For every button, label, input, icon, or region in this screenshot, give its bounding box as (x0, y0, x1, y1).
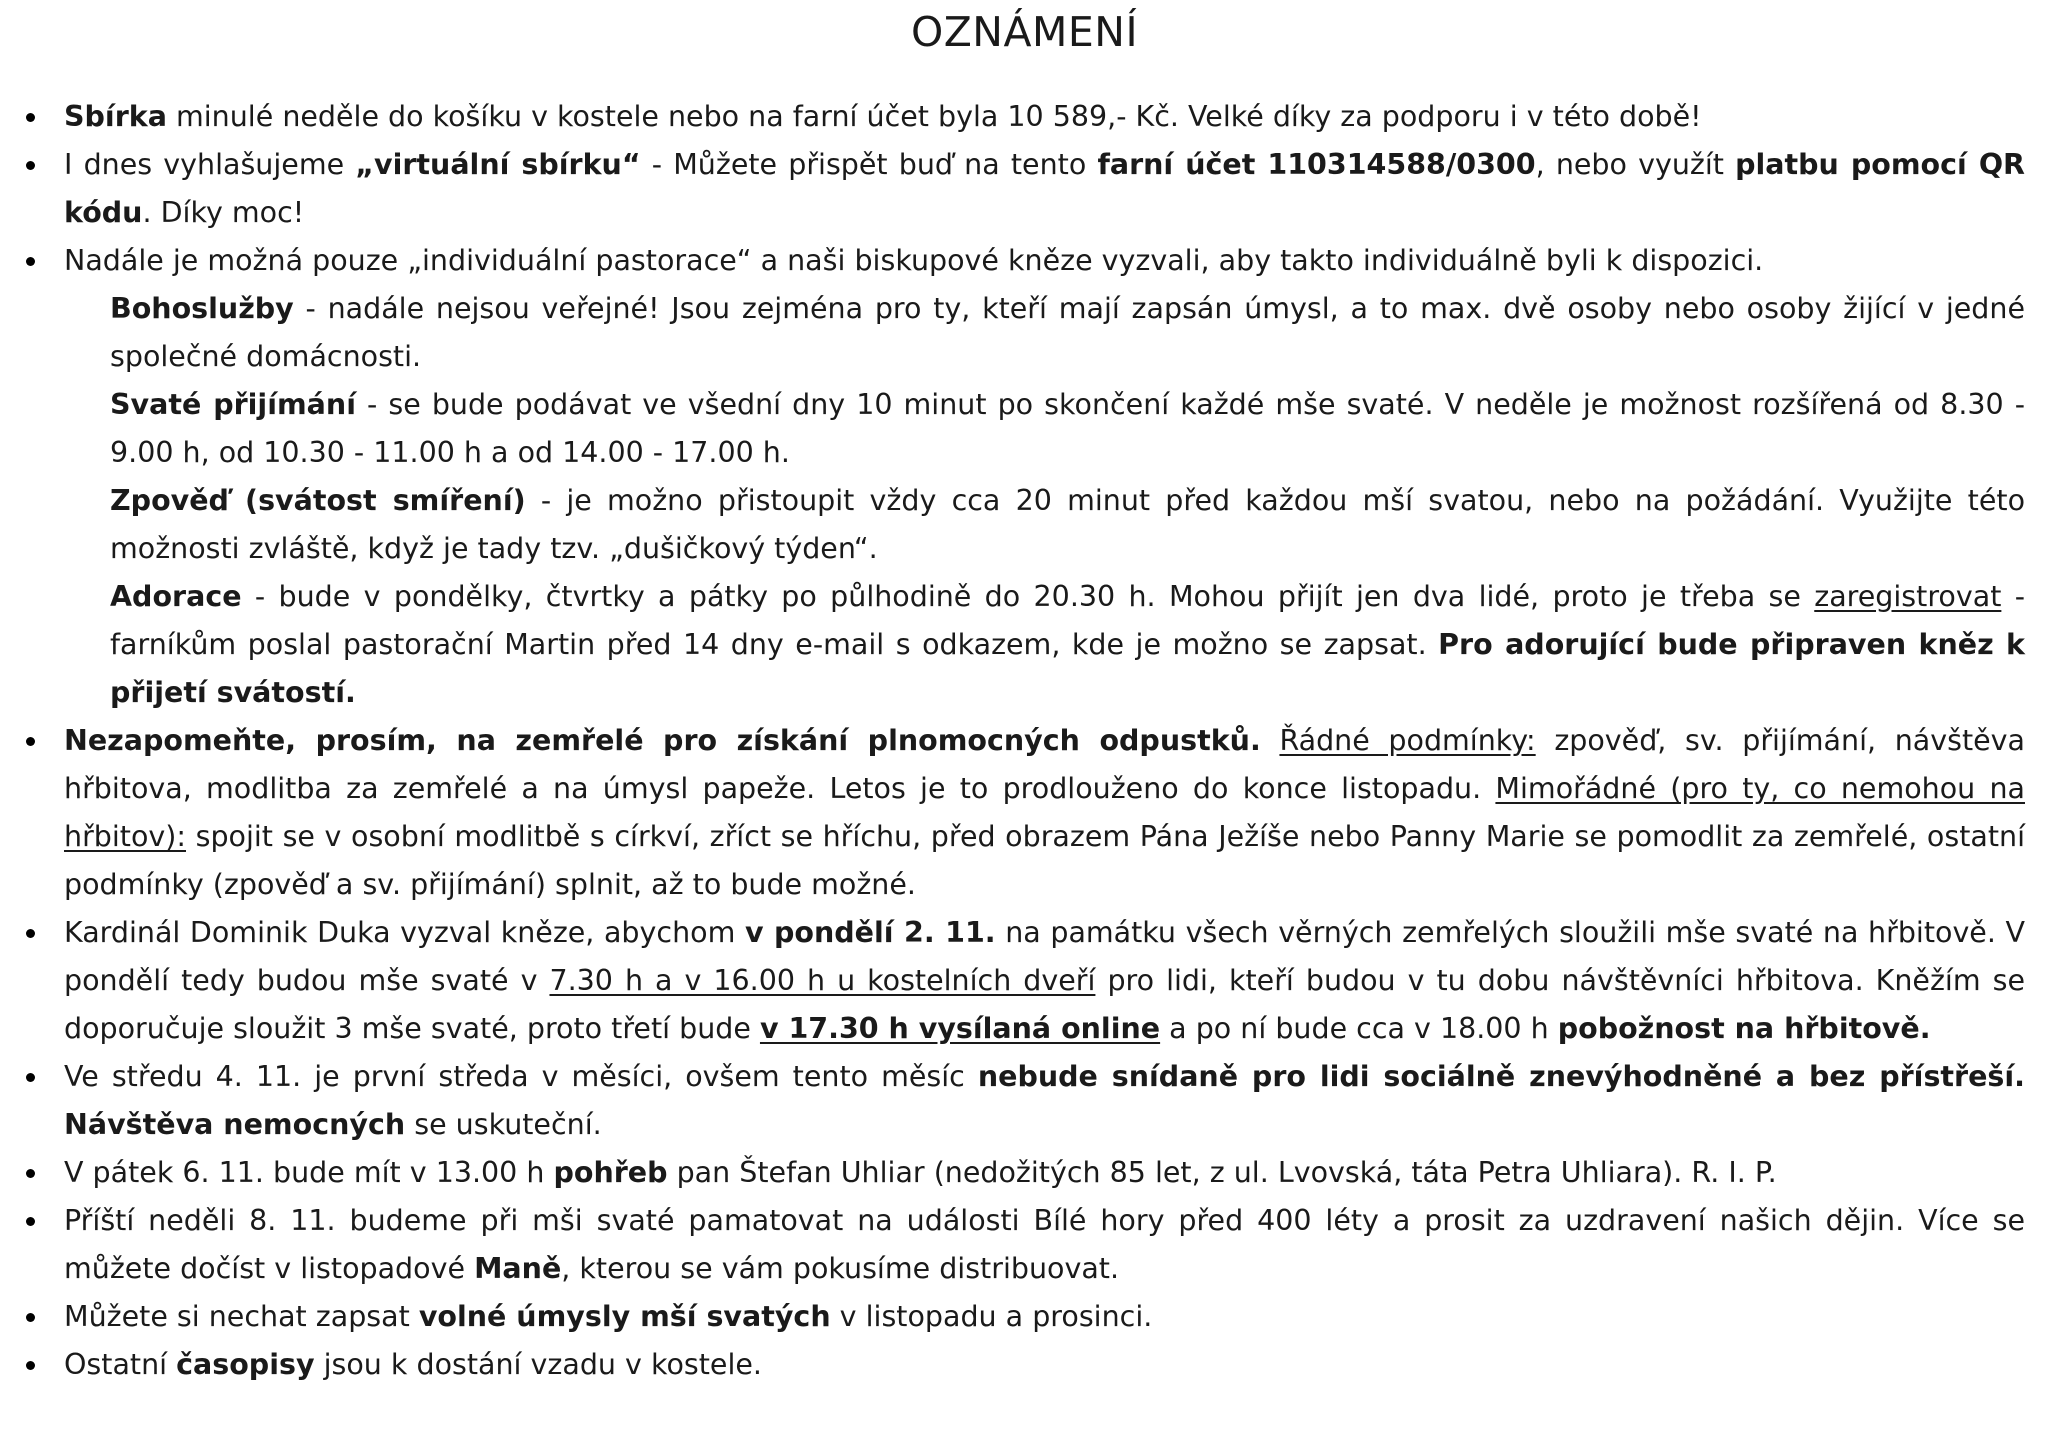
text-run: jsou k dostání vzadu v kostele. (314, 1348, 762, 1381)
text-run: - nadále nejsou veřejné! Jsou zejména pro ty, kteří mají zapsán úmysl, a to max. dvě osoby nebo osoby žijící v jedné společné domácnosti. (110, 292, 2025, 373)
text-run: - Můžete přispět buď na tento (640, 148, 1098, 181)
announcement-text (64, 237, 2025, 285)
text-run: se uskuteční. (405, 1108, 602, 1141)
announcement-subitem (20, 477, 2025, 573)
bold-text: v pondělí 2. 11. (744, 916, 996, 949)
announcement-subitem (20, 381, 2025, 477)
text-run: - je možno přistoupit vždy cca 20 minut před každou mší svatou, nebo na požádání. Využijte této možnosti zvláště, když je tady tzv. „dušičkový týden“. (110, 484, 2026, 565)
text-run: Kardinál Dominik Duka vyzval kněze, abychom (64, 916, 745, 949)
text-run: Ve středu 4. 11. je první středa v měsíci, ovšem tento měsíc (64, 1060, 978, 1093)
announcement-text (64, 717, 2025, 909)
text-run: v listopadu a prosinci. (830, 1300, 1153, 1333)
announcement-list (20, 93, 2025, 1389)
emphasis-text: v 17.30 h vysílaná online (759, 1012, 1161, 1045)
underlined-text: Mimořádné (pro ty, co nemohou na hřbitov): (64, 772, 2025, 853)
text-run: Příští neděli 8. 11. budeme při mši svaté pamatovat na události Bílé hory před 400 léty a prosit za uzdravení našich dějin. Více se můžete dočíst v listopadové (64, 1204, 2025, 1285)
announcement-item (20, 237, 2025, 285)
bold-underlined-text (760, 1012, 1160, 1045)
text-run: na památku všech věrných zemřelých sloužili mše svaté na hřbitově. V pondělí tedy budou mše svaté v (64, 916, 2026, 997)
bold-text: Zpověď (svátost smíření) (110, 484, 526, 517)
announcement-item (20, 1197, 2025, 1293)
text-run: V pátek 6. 11. bude mít v 13.00 h (64, 1156, 554, 1189)
text-run: pan Štefan Uhliar (nedožitých 85 let, z ul. Lvovská, táta Petra Uhliara). R. I. P. (667, 1156, 1777, 1189)
underlined-text: zaregistrovat (1814, 580, 2002, 613)
text-run: - farníkům poslal pastorační Martin před 14 dny e-mail s odkazem, kde je možno se zapsat. (110, 580, 2026, 661)
announcement-item (20, 1293, 2025, 1341)
text-run: Můžete si nechat zapsat (64, 1300, 419, 1333)
announcement-subitem (20, 285, 2025, 381)
underlined-text: Řádné podmínky: (1279, 724, 1536, 757)
bold-text: farní účet 110314588/0300 (1097, 148, 1536, 181)
text-run: minulé neděle do košíku v kostele nebo na farní účet byla 10 589,- Kč. Velké díky za podporu i v této době! (166, 100, 1702, 133)
announcement-body (20, 93, 2025, 1389)
announcement-text (64, 1197, 2025, 1293)
bold-text: Sbírka (64, 100, 167, 133)
text-run: Ostatní (64, 1348, 177, 1381)
announcement-item (20, 93, 2025, 141)
underlined-text: 7.30 h a v 16.00 h u kostelních dveří (549, 964, 1096, 997)
announcement-text (64, 1341, 2025, 1389)
announcement-item (20, 1053, 2025, 1149)
bold-text: Pro adorující bude připraven kněz k přijetí svátostí. (110, 628, 2025, 709)
page-title: OZNÁMENÍ (910, 8, 1139, 56)
bold-text: časopisy (176, 1348, 315, 1381)
text-run: , kterou se vám pokusíme distribuovat. (561, 1252, 1120, 1285)
announcement-text (64, 1149, 2025, 1197)
announcement-item (20, 909, 2025, 1053)
announcement-text (64, 93, 2025, 141)
text-run (1261, 724, 1280, 757)
text-run: - se bude podávat ve všední dny 10 minut po skončení každé mše svaté. V neděle je možnost rozšířená od 8.30 - 9.00 h, od 10.30 - 11.00 h a od 14.00 - 17.00 h. (110, 388, 2025, 469)
text-run: , nebo využít (1535, 148, 1736, 181)
text-run: I dnes vyhlašujeme (64, 148, 356, 181)
announcement-text (64, 909, 2025, 1053)
bold-text: Svaté přijímání (110, 388, 356, 421)
announcement-item (20, 141, 2025, 237)
announcement-item (20, 717, 2025, 909)
text-run: spojit se v osobní modlitbě s církví, zříct se hříchu, před obrazem Pána Ježíše nebo Panny Marie se pomodlit za zemřelé, ostatní podmínky (zpověď a sv. přijímání) splnit, až to bude možné. (64, 820, 2025, 901)
bold-text: nebude snídaně pro lidi sociálně znevýhodněné a bez přístřeší. Návštěva nemocných (64, 1060, 2025, 1141)
bold-text: platbu pomocí QR kódu (64, 148, 2025, 229)
text-run: Nadále je možná pouze „individuální pastorace“ a naši biskupové kněze vyzvali, aby takto individuálně byli k dispozici. (64, 244, 1764, 277)
text-run: zpověď, sv. přijímání, návštěva hřbitova, modlitba za zemřelé a na úmysl papeže. Letos je to prodlouženo do konce listopadu. (64, 724, 2025, 805)
text-run: . Díky moc! (142, 196, 305, 229)
text-run: a po ní bude cca v 18.00 h (1160, 1012, 1558, 1045)
announcement-subitem (20, 573, 2025, 717)
bold-text: volné úmysly mší svatých (418, 1300, 831, 1333)
bold-text: Nezapomeňte, prosím, na zemřelé pro získání plnomocných odpustků. (64, 724, 1261, 757)
bold-text: „virtuální sbírku“ (355, 148, 641, 181)
announcement-text (64, 141, 2025, 237)
bold-text: Adorace (110, 580, 242, 613)
announcement-item (20, 1149, 2025, 1197)
bold-text: Maně (474, 1252, 562, 1285)
announcement-text (64, 1053, 2025, 1149)
text-run: - bude v pondělky, čtvrtky a pátky po půlhodině do 20.30 h. Mohou přijít jen dva lidé, proto je třeba se (241, 580, 1815, 613)
bold-text: pobožnost na hřbitově. (1557, 1012, 1931, 1045)
bold-text: pohřeb (553, 1156, 668, 1189)
bold-text: Bohoslužby (110, 292, 294, 325)
announcement-text (64, 1293, 2025, 1341)
announcement-item (20, 1341, 2025, 1389)
text-run: pro lidi, kteří budou v tu dobu návštěvníci hřbitova. Kněžím se doporučuje sloužit 3 mše svaté, proto třetí bude (64, 964, 2025, 1045)
